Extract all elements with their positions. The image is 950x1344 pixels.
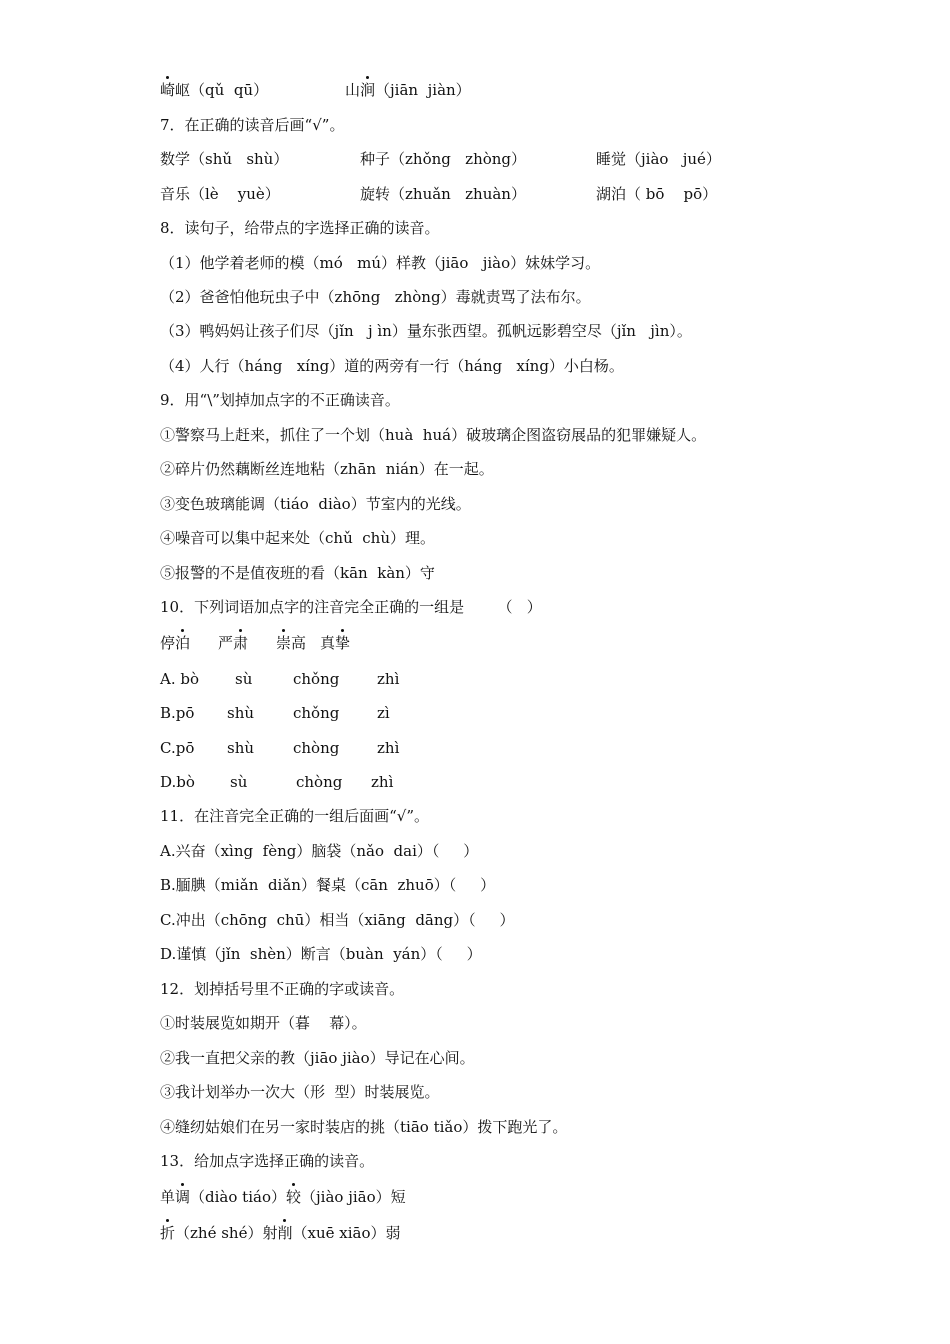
q10-option-cell: zhì [377, 670, 400, 688]
q9-item: ③变色玻璃能调（tiáo diào）节室内的光线。 [160, 495, 471, 513]
dotted-char: 挚 [335, 634, 351, 652]
q10-option-cell: sù [230, 773, 248, 791]
q10-option-cell: zì [377, 704, 390, 722]
question-8-title: 8．读句子，给带点的字选择正确的读音。 [160, 219, 440, 237]
q7-row1-item: 睡觉（jiào jué） [596, 150, 721, 168]
q12-item: ②我一直把父亲的教（jiāo jiào）导记在心间。 [160, 1049, 475, 1067]
question-10-title: 10．下列词语加点字的注音完全正确的一组是 （ ） [160, 598, 542, 616]
q11-option: D.谨慎（jǐn shèn）断言（buàn yán）（ ） [160, 945, 482, 963]
q8-item: （2）爸爸怕他玩虫子中（zhōng zhòng）毒就责骂了法布尔。 [160, 288, 591, 306]
q10-option-d: D.bò [160, 773, 195, 791]
question-13-title: 13．给加点字选择正确的读音。 [160, 1152, 375, 1170]
q11-option: A.兴奋（xìng fèng）脑袋（nǎo dai）（ ） [160, 842, 479, 860]
q10-option-cell: chòng [296, 773, 343, 791]
question-12-title: 12．划掉括号里不正确的字或读音。 [160, 980, 405, 998]
q10-word: 崇高 [276, 634, 307, 652]
q10-option-b: B.pō [160, 704, 195, 722]
q13-line: 折（zhé shé）射削（xuē xiāo）弱 [160, 1224, 401, 1242]
q10-option-cell: sù [235, 670, 253, 688]
q9-item: ①警察马上赶来，抓住了一个划（huà huá）破玻璃企图盗窃展品的犯罪嫌疑人。 [160, 426, 707, 444]
q7-row1-item: 种子（zhǒng zhòng） [360, 150, 527, 168]
dotted-char: 涧 [360, 81, 376, 99]
q12-item: ③我计划举办一次大（形 型）时装展览。 [160, 1083, 440, 1101]
q9-item: ⑤报警的不是值夜班的看（kān kàn）守 [160, 564, 435, 582]
q9-item: ④噪音可以集中起来处（chǔ chù）理。 [160, 529, 435, 547]
q11-option: B.腼腆（miǎn diǎn）餐桌（cān zhuō）（ ） [160, 876, 496, 894]
q7-row2-item: 旋转（zhuǎn zhuàn） [360, 185, 526, 203]
q8-item: （1）他学着老师的模（mó mú）样教（jiāo jiào）妹妹学习。 [160, 254, 601, 272]
q7-row2-item: 音乐（lè yuè） [160, 185, 280, 203]
question-11-title: 11．在注音完全正确的一组后面画“√”。 [160, 807, 429, 825]
dotted-char: 较 [285, 1188, 301, 1206]
dotted-char: 泊 [175, 634, 191, 652]
q12-item: ①时装展览如期开（暮 幕）。 [160, 1014, 367, 1032]
q10-option-cell: chǒng [293, 704, 340, 722]
q10-option-cell: shù [227, 704, 255, 722]
dotted-char: 崇 [276, 634, 292, 652]
q8-item: （3）鸭妈妈让孩子们尽（jǐn j ìn）量东张西望。孤帆远影碧空尽（jǐn jìn）。 [160, 322, 692, 340]
dotted-char: 肃 [233, 634, 249, 652]
q13-line: 单调（diào tiáo）较（jiào jiāo）短 [160, 1188, 406, 1206]
q12-item: ④缝纫姑娘们在另一家时装店的挑（tiāo tiǎo）拨下跑光了。 [160, 1118, 568, 1136]
q10-option-cell: zhì [377, 739, 400, 757]
question-9-title: 9．用“\”划掉加点字的不正确读音。 [160, 391, 400, 409]
q10-option-c: C.pō [160, 739, 195, 757]
dotted-char: 折 [160, 1224, 176, 1242]
dotted-char: 崎 [160, 81, 176, 99]
q10-option-cell: zhì [371, 773, 394, 791]
q10-word: 停泊 [160, 634, 191, 652]
q7-row1-item: 数学（shǔ shù） [160, 150, 289, 168]
q10-option-cell: chǒng [293, 670, 340, 688]
q10-option-cell: shù [227, 739, 255, 757]
q8-item: （4）人行（háng xíng）道的两旁有一行（háng xíng）小白杨。 [160, 357, 624, 375]
q6-item-qiqu: 崎岖（qǔ qū） [160, 81, 269, 99]
q7-row2-item: 湖泊（ bō pō） [596, 185, 718, 203]
dotted-char: 调 [175, 1188, 191, 1206]
q11-option: C.冲出（chōng chū）相当（xiāng dāng）（ ） [160, 911, 515, 929]
q10-option-cell: chòng [293, 739, 340, 757]
q6-item-shanjian: 山涧（jiān jiàn） [345, 81, 471, 99]
dotted-char: 削 [277, 1224, 293, 1242]
q10-option-a: A. bò [160, 670, 200, 688]
q9-item: ②碎片仍然藕断丝连地粘（zhān nián）在一起。 [160, 460, 494, 478]
question-7-title: 7．在正确的读音后画“√”。 [160, 116, 345, 134]
q10-word: 严肃 [218, 634, 249, 652]
q10-word: 真挚 [320, 634, 351, 652]
